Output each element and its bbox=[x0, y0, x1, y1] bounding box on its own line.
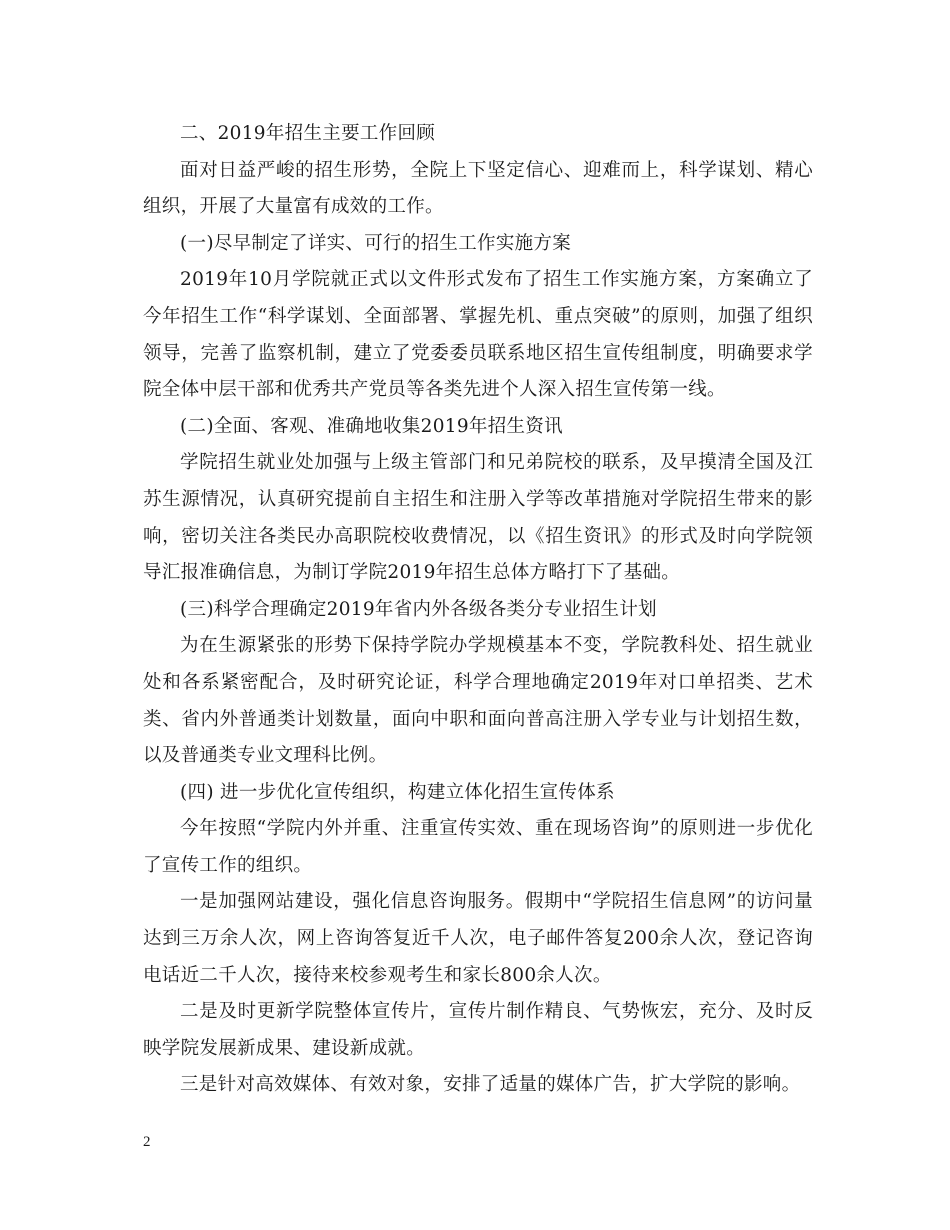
body-paragraph: 今年按照“学院内外并重、注重宣传实效、重在现场咨询”的原则进一步优化了宣传工作的组织。 bbox=[143, 818, 813, 876]
body-paragraph: 学院招生就业处加强与上级主管部门和兄弟院校的联系，及早摸清全国及江苏生源情况，认真研究提前自主招生和注册入学等改革措施对学院招生带来的影响，密切关注各类民办高职院校收费情况，以《招生资讯》的形式及时向学院领导汇报准确信息，为制订学院2019年招生总体方略打下了基础。 bbox=[143, 452, 813, 584]
section-heading: 二、2019年招生主要工作回顾 bbox=[180, 123, 436, 144]
page-number: 2 bbox=[143, 1134, 151, 1150]
body-paragraph: 2019年10月学院就正式以文件形式发布了招生工作实施方案，方案确立了今年招生工作“科学谋划、全面部署、掌握先机、重点突破”的原则，加强了组织领导，完善了监察机制，建立了党委委员联系地区招生宣传组制度，明确要求学院全体中层干部和优秀共产党员等各类先进个人深入招生宣传第一线。 bbox=[143, 269, 813, 401]
body-paragraph: 二是及时更新学院整体宣传片，宣传片制作精良、气势恢宏，充分、及时反映学院发展新成果、建设新成就。 bbox=[143, 1001, 813, 1059]
body-paragraph: 一是加强网站建设，强化信息咨询服务。假期中“学院招生信息网”的访问量达到三万余人次，网上咨询答复近千人次，电子邮件答复200余人次，登记咨询电话近二千人次，接待来校参观考生和家长800余人次。 bbox=[143, 891, 813, 986]
subsection-heading: (一)尽早制定了详实、可行的招生工作实施方案 bbox=[180, 232, 572, 254]
subsection-heading: (四) 进一步优化宣传组织，构建立体化招生宣传体系 bbox=[180, 781, 615, 803]
subsection-heading: (二)全面、客观、准确地收集2019年招生资讯 bbox=[180, 415, 563, 437]
body-paragraph: 三是针对高效媒体、有效对象，安排了适量的媒体广告，扩大学院的影响。 bbox=[180, 1074, 801, 1096]
body-paragraph: 面对日益严峻的招生形势，全院上下坚定信心、迎难而上，科学谋划、精心组织，开展了大量富有成效的工作。 bbox=[143, 159, 813, 218]
subsection-heading: (三)科学合理确定2019年省内外各级各类分专业招生计划 bbox=[180, 598, 657, 620]
document-body bbox=[143, 116, 813, 1104]
body-paragraph: 为在生源紧张的形势下保持学院办学规模基本不变，学院教科处、招生就业处和各系紧密配合，及时研究论证，科学合理地确定2019年对口单招类、艺术类、省内外普通类计划数量，面向中职和面向普高注册入学专业与计划招生数，以及普通类专业文理科比例。 bbox=[143, 635, 813, 767]
